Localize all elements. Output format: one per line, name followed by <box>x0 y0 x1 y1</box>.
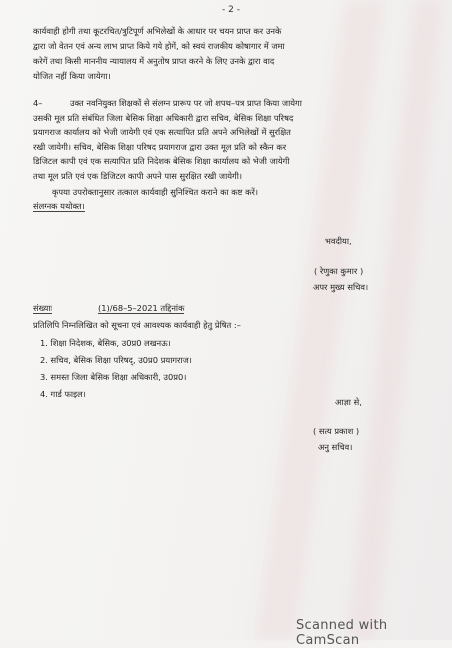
signatory-name: ( सत्य प्रकाश ) <box>313 426 360 436</box>
copy-to-heading: प्रतिलिपि निम्नलिखित को सूचना एवं आवश्यक कार्यवाही हेतु प्रेषित :– <box>33 320 241 330</box>
para-line: उसकी मूल प्रति संबंधित जिला बेसिक शिक्षा अधिकारी द्वारा सचिव, बेसिक शिक्षा परिषद <box>33 113 294 123</box>
signatory-designation: अनु सचिव। <box>318 442 353 452</box>
copy-list-item: 2. सचिव, बेसिक शिक्षा परिषद्, उ0प्र0 प्रयागराज। <box>40 355 192 365</box>
para4-number: 4– <box>33 98 43 108</box>
para-line: द्वारा जो वेतन एवं अन्य लाभ प्राप्त किये गये होगें, को स्वयं राजकीय कोषागार में जमा <box>33 41 285 51</box>
para-line: उक्त नवनियुक्त शिक्षकों से संलग्न प्रारूप पर जो शपथ–पत्र प्राप्त किया जायेगा <box>70 98 302 108</box>
order-phrase: आज्ञा से, <box>335 397 362 407</box>
para-line: कार्यवाही होगी तथा कूटरचित/त्रुटिपूर्ण अभिलेखों के आधार पर चयन प्राप्त कर उनके <box>33 26 282 36</box>
page-number: - 2 - <box>222 5 240 15</box>
copy-list-item: 4. गार्ड फाइल। <box>40 389 86 399</box>
reference-number: (1)/68–5–2021 तद्दिनांक <box>98 303 185 313</box>
enclosure: संलग्नक यथोक्त। <box>33 201 85 211</box>
copy-list-item: 3. समस्त जिला बेसिक शिक्षा अधिकारी, उ0प्र0। <box>40 372 187 382</box>
para-line: डिजिटल कापी एवं एक सत्यापित प्रति निदेशक बेसिक शिक्षा कार्यालय को भेजी जायेगी <box>33 156 290 166</box>
copy-list-item: 1. शिक्षा निदेशक, बेसिक, उ0प्र0 लखनऊ। <box>40 338 171 348</box>
para-line: योजित नहीं किया जायेगा। <box>33 71 111 81</box>
closing-salutation: भवदीया, <box>325 236 352 246</box>
para-line: प्रयागराज कार्यालय को भेजी जायेगी एवं एक सत्यापित प्रति अपने अभिलेखों में सुरक्षित <box>33 127 291 137</box>
request-line: कृपया उपरोक्तानुसार तत्काल कार्यवाही सुनिश्चित कराने का कष्ट करें। <box>52 187 258 197</box>
para-line: तथा मूल प्रति एवं एक डिजिटल कापी अपने पास सुरक्षित रखी जायेगी। <box>33 171 242 181</box>
para-line: रखी जायेगी। सचिव, बेसिक शिक्षा परिषद प्रयागराज द्वारा उक्त मूल प्रति को स्कैन कर <box>33 142 287 152</box>
signatory-designation: अपर मुख्य सचिव। <box>313 282 369 292</box>
para-line: करेगें तथा किसी माननीय न्यायालय में अनुतोष प्राप्त करने के लिए उनके द्वारा वाद <box>33 56 275 66</box>
signatory-name: ( रेणुका कुमार ) <box>314 266 364 276</box>
scanner-watermark: Scanned with CamScan <box>296 618 388 648</box>
reference-label: संख्याः <box>33 303 53 313</box>
